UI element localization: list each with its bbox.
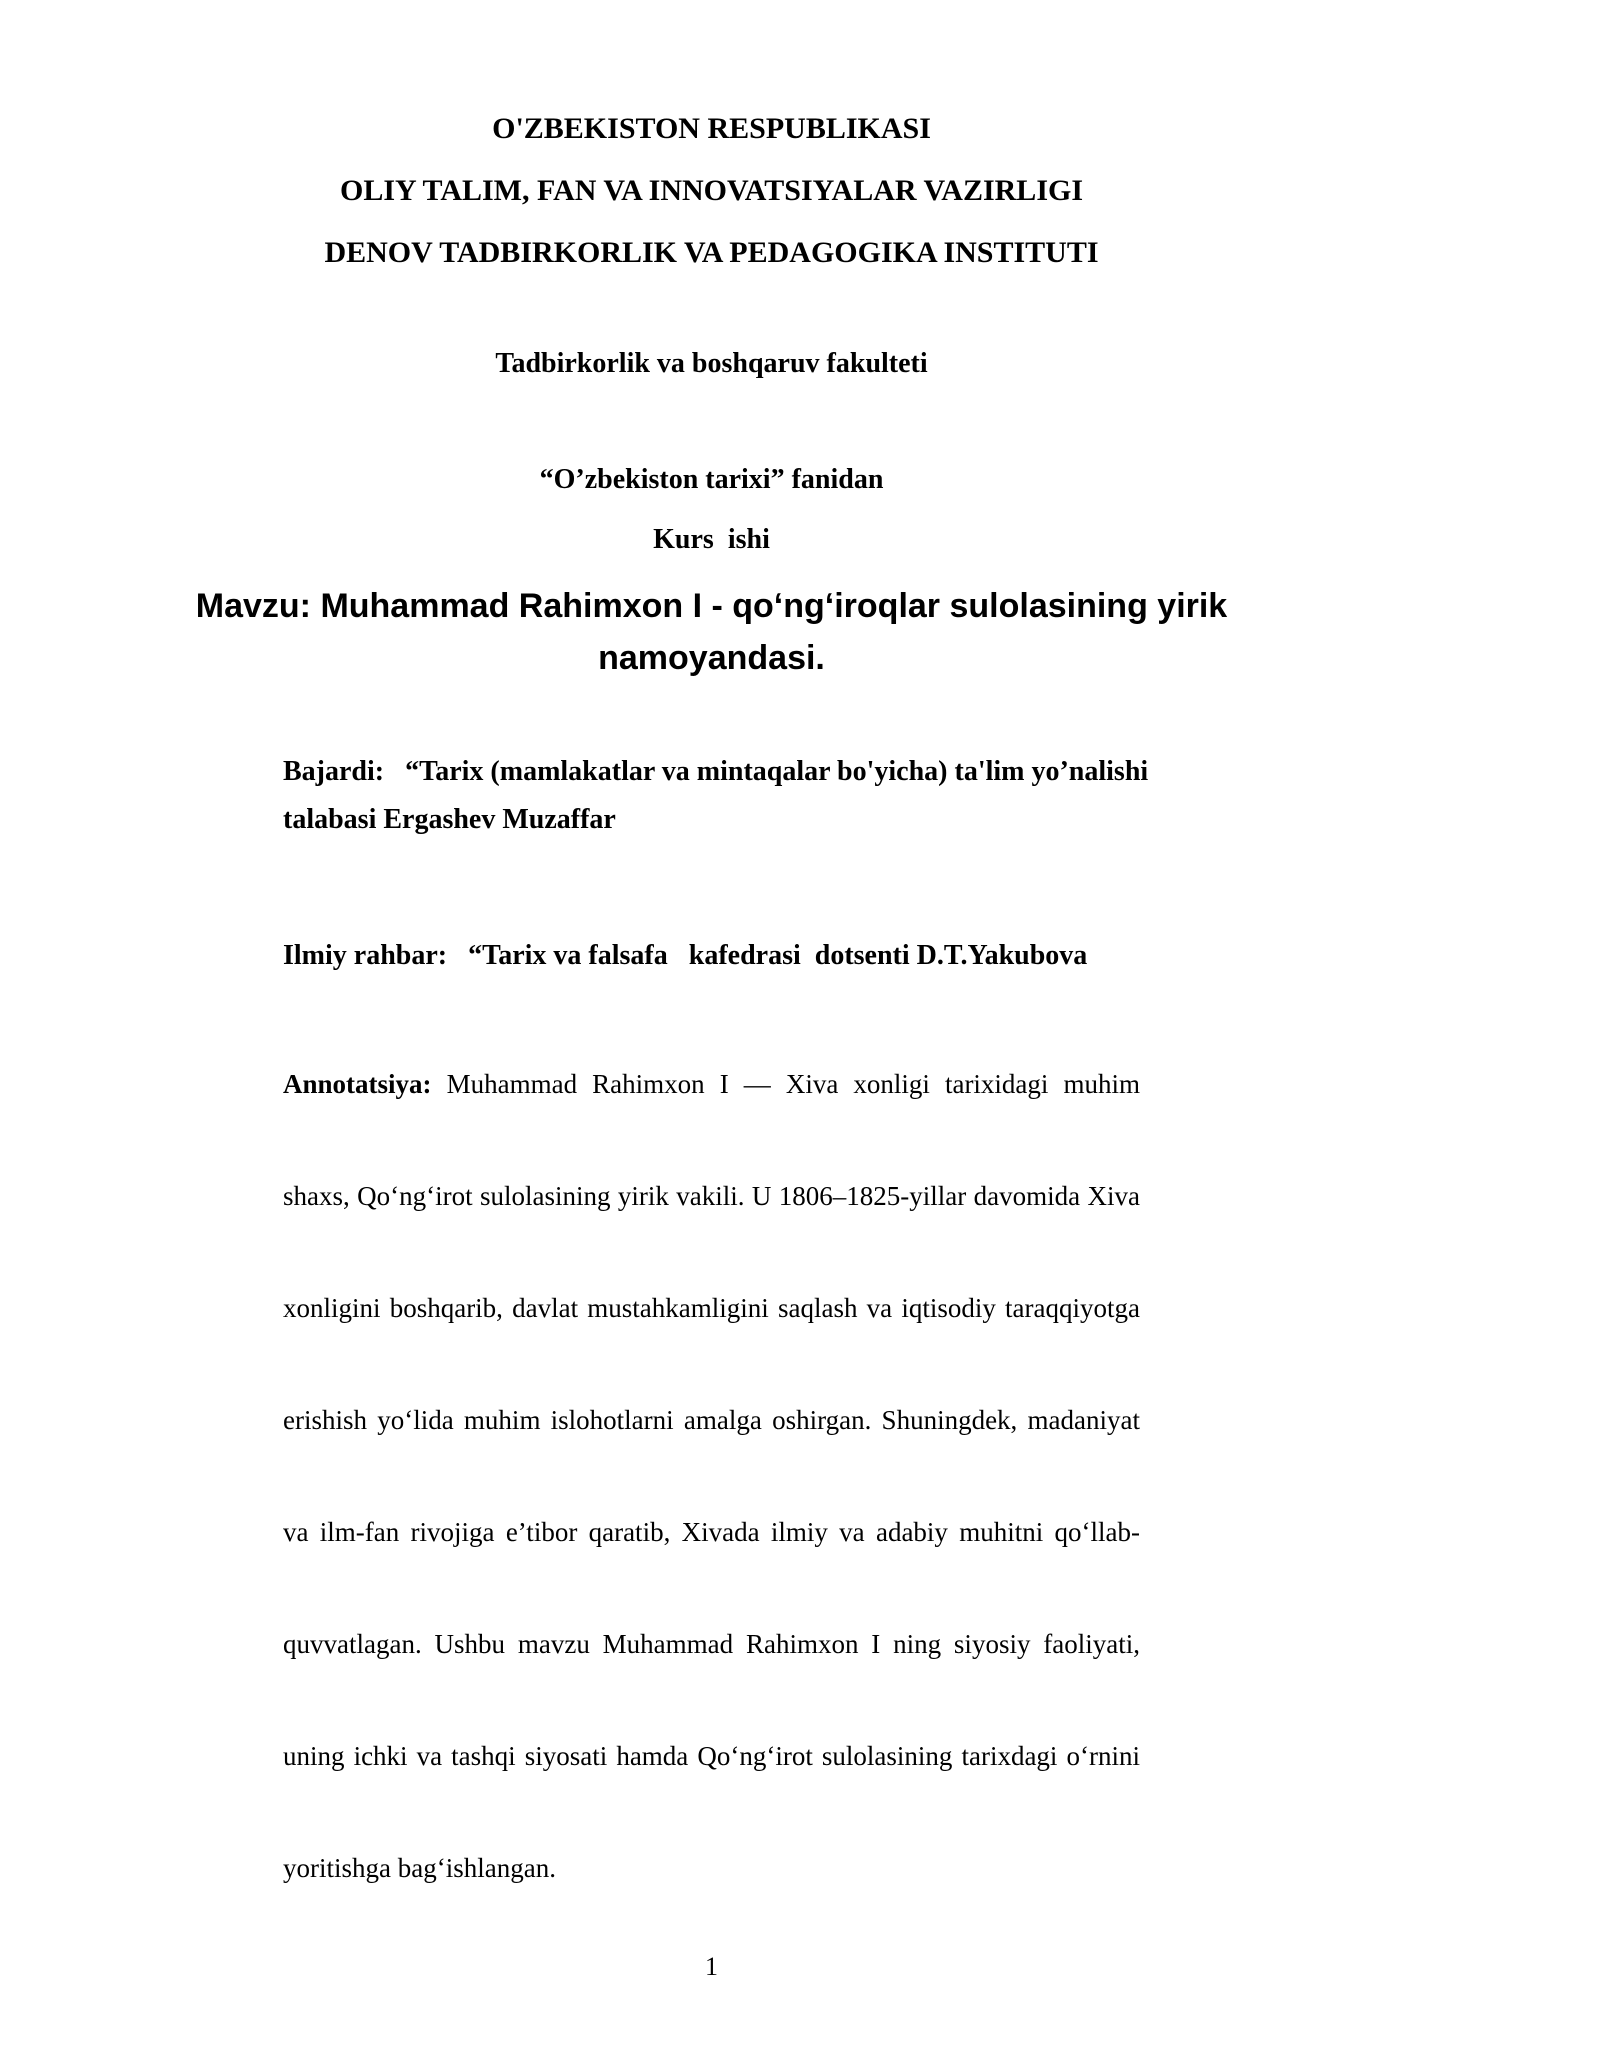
subject-line: “O’zbekiston tarixi” fanidan bbox=[539, 464, 884, 495]
header-line-institute: DENOV TADBIRKORLIK VA PEDAGOGIKA INSTITUTI bbox=[324, 236, 1099, 269]
performer-line: Bajardi: “Tarix (mamlakatlar va mintaqalar bo'yicha) ta'lim yo’nalishi talabasi Ergashev Muzaffar bbox=[283, 756, 1156, 835]
topic-title: Mavzu: Muhammad Rahimxon I - qoʻngʻiroqlar sulolasining yirik namoyandasi. bbox=[195, 587, 1228, 677]
faculty-line: Tadbirkorlik va boshqaruv fakulteti bbox=[495, 348, 928, 379]
page-number: 1 bbox=[705, 1952, 718, 1981]
annotation-label: Annotatsiya: bbox=[283, 1069, 432, 1099]
annotation-text: Muhammad Rahimxon I — Xiva xonligi tarixidagi muhim shaxs, Qo‘ng‘irot sulolasining yirik vakili. U 1806–1825-yillar davomida Xiva xonligini boshqarib, davlat mustahkamligini saqlash va iqtisodiy taraqqiyotga erishish yo‘lida muhim islohotlarni amalga oshirgan. Shuningdek, madaniyat va ilm-fan rivojiga e’tibor qaratib, Xivada ilmiy va adabiy muhitni qo‘llab-quvvatlagan. Ushbu mavzu Muhammad Rahimxon I ning siyosiy faoliyati, uning ichki va tashqi siyosati hamda Qo‘ng‘irot sulolasining tarixdagi o‘rnini yoritishga bag‘ishlangan. bbox=[283, 1069, 1140, 1883]
header-line-republic: O'ZBEKISTON RESPUBLIKASI bbox=[492, 112, 931, 145]
header-line-ministry: OLIY TALIM, FAN VA INNOVATSIYALAR VAZIRLIGI bbox=[340, 174, 1083, 207]
work-type-line: Kurs ishi bbox=[653, 524, 770, 555]
annotation-paragraph bbox=[283, 1028, 1140, 1924]
supervisor-line: Ilmiy rahbar: “Tarix va falsafa kafedrasi dotsenti D.T.Yakubova bbox=[283, 940, 1088, 971]
